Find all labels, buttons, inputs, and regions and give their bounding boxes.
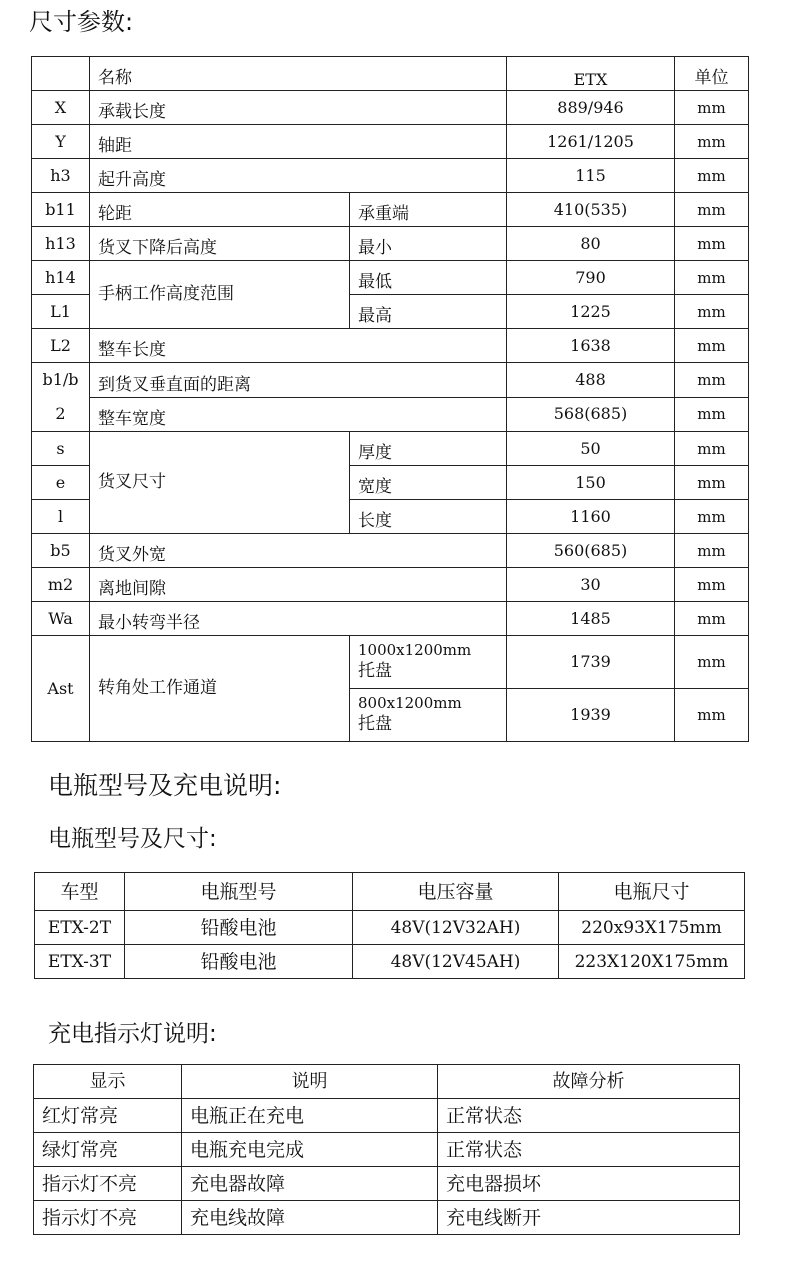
- symbol-cell: Ast: [32, 636, 90, 742]
- pallet-size: 1000x1200mm: [358, 641, 472, 659]
- battery-type-cell: 铅酸电池: [125, 945, 353, 979]
- pallet-label: 托盘: [358, 714, 392, 734]
- battery-charging-heading: 电瓶型号及充电说明:: [48, 771, 282, 800]
- table-row: [32, 363, 749, 398]
- sub-cell: 长度: [350, 500, 507, 534]
- table-row: [32, 636, 749, 689]
- value-cell: 115: [507, 159, 675, 193]
- unit-cell: mm: [675, 159, 749, 193]
- table-header-row: [35, 873, 745, 911]
- table-row: [32, 125, 749, 159]
- description-cell: 充电器故障: [182, 1167, 438, 1201]
- header-capacity-cell: 电压容量: [353, 873, 559, 911]
- table-header-row: [34, 1065, 740, 1099]
- name-cell: 轴距: [90, 125, 507, 159]
- sub-cell: 最低: [350, 261, 507, 295]
- size-cell: 223X120X175mm: [559, 945, 745, 979]
- unit-cell: mm: [675, 227, 749, 261]
- name-cell: 货叉外宽: [90, 534, 507, 568]
- table-row: [35, 911, 745, 945]
- description-cell: 电瓶充电完成: [182, 1133, 438, 1167]
- symbol-cell: X: [32, 91, 90, 125]
- name-cell: 承载长度: [90, 91, 507, 125]
- unit-cell: mm: [675, 602, 749, 636]
- symbol-cell: h3: [32, 159, 90, 193]
- unit-cell: mm: [675, 689, 749, 742]
- value-cell: 410(535): [507, 193, 675, 227]
- name-cell: 整车宽度: [90, 397, 507, 432]
- description-cell: 充电线故障: [182, 1201, 438, 1235]
- value-cell: 790: [507, 261, 675, 295]
- unit-cell: mm: [675, 363, 749, 398]
- unit-cell: mm: [675, 636, 749, 689]
- unit-cell: mm: [675, 329, 749, 363]
- name-cell: 货叉尺寸: [90, 432, 350, 534]
- pallet-size: 800x1200mm: [358, 694, 462, 712]
- analysis-cell: 正常状态: [438, 1133, 740, 1167]
- header-symbol-cell: [32, 57, 90, 91]
- unit-cell: mm: [675, 568, 749, 602]
- table-row: [32, 397, 749, 432]
- name-cell: 手柄工作高度范围: [90, 261, 350, 329]
- table-row: [32, 91, 749, 125]
- unit-cell: mm: [675, 500, 749, 534]
- table-row: [34, 1099, 740, 1133]
- table-row: [34, 1201, 740, 1235]
- sub-cell: 宽度: [350, 466, 507, 500]
- unit-cell: mm: [675, 193, 749, 227]
- name-cell: 起升高度: [90, 159, 507, 193]
- table-row: [34, 1133, 740, 1167]
- value-cell: 30: [507, 568, 675, 602]
- display-cell: 绿灯常亮: [34, 1133, 182, 1167]
- header-name-cell: 名称: [90, 57, 507, 91]
- unit-cell: mm: [675, 261, 749, 295]
- table-row: [32, 159, 749, 193]
- unit-cell: mm: [675, 125, 749, 159]
- symbol-cell: L2: [32, 329, 90, 363]
- dimensions-table: [31, 56, 749, 742]
- sub-cell: [350, 689, 507, 742]
- table-row: [32, 261, 749, 295]
- description-cell: 电瓶正在充电: [182, 1099, 438, 1133]
- pallet-label: 托盘: [358, 661, 392, 681]
- symbol-cell: m2: [32, 568, 90, 602]
- battery-table: [34, 872, 745, 979]
- sub-cell: 厚度: [350, 432, 507, 466]
- indicator-heading: 充电指示灯说明:: [48, 1021, 217, 1047]
- battery-model-heading: 电瓶型号及尺寸:: [48, 826, 217, 852]
- capacity-cell: 48V(12V45AH): [353, 945, 559, 979]
- name-cell: 最小转弯半径: [90, 602, 507, 636]
- sub-cell: 承重端: [350, 193, 507, 227]
- table-row: [32, 534, 749, 568]
- value-cell: 568(685): [507, 397, 675, 432]
- header-description-cell: 说明: [182, 1065, 438, 1099]
- value-cell: 1739: [507, 636, 675, 689]
- value-cell: 1160: [507, 500, 675, 534]
- value-cell: 488: [507, 363, 675, 398]
- unit-cell: mm: [675, 534, 749, 568]
- model-cell: ETX-2T: [35, 911, 125, 945]
- value-cell: 1225: [507, 295, 675, 329]
- symbol-cell: L1: [32, 295, 90, 329]
- symbol-cell: b11: [32, 193, 90, 227]
- table-row: [35, 945, 745, 979]
- symbol-cell: e: [32, 466, 90, 500]
- sub-cell: 最高: [350, 295, 507, 329]
- unit-cell: mm: [675, 91, 749, 125]
- analysis-cell: 正常状态: [438, 1099, 740, 1133]
- symbol-cell: s: [32, 432, 90, 466]
- header-model-cell: ETX: [507, 57, 675, 91]
- value-cell: 80: [507, 227, 675, 261]
- symbol-cell: l: [32, 500, 90, 534]
- header-battery-type-cell: 电瓶型号: [125, 873, 353, 911]
- unit-cell: mm: [675, 397, 749, 432]
- capacity-cell: 48V(12V32AH): [353, 911, 559, 945]
- symbol-cell: h14: [32, 261, 90, 295]
- table-row: [32, 329, 749, 363]
- unit-cell: mm: [675, 432, 749, 466]
- table-row: [32, 193, 749, 227]
- sub-cell: 最小: [350, 227, 507, 261]
- header-unit-cell: 单位: [675, 57, 749, 91]
- symbol-cell: Y: [32, 125, 90, 159]
- unit-cell: mm: [675, 466, 749, 500]
- analysis-cell: 充电器损坏: [438, 1167, 740, 1201]
- header-model-cell: 车型: [35, 873, 125, 911]
- display-cell: 红灯常亮: [34, 1099, 182, 1133]
- symbol-cell: h13: [32, 227, 90, 261]
- unit-cell: mm: [675, 295, 749, 329]
- name-cell: 货叉下降后高度: [90, 227, 350, 261]
- name-cell: 离地间隙: [90, 568, 507, 602]
- name-cell: 转角处工作通道: [90, 636, 350, 742]
- table-row: [32, 432, 749, 466]
- value-cell: 1939: [507, 689, 675, 742]
- symbol-cell: b5: [32, 534, 90, 568]
- symbol-line: b1/b: [42, 370, 79, 389]
- value-cell: 1261/1205: [507, 125, 675, 159]
- sub-cell: [350, 636, 507, 689]
- indicator-table: [33, 1064, 740, 1235]
- table-row: [32, 227, 749, 261]
- display-cell: 指示灯不亮: [34, 1201, 182, 1235]
- table-row: [32, 568, 749, 602]
- header-display-cell: 显示: [34, 1065, 182, 1099]
- name-cell: 到货叉垂直面的距离: [90, 363, 507, 398]
- value-cell: 889/946: [507, 91, 675, 125]
- value-cell: 1638: [507, 329, 675, 363]
- header-size-cell: 电瓶尺寸: [559, 873, 745, 911]
- header-analysis-cell: 故障分析: [438, 1065, 740, 1099]
- dimensions-heading: 尺寸参数:: [29, 8, 134, 36]
- name-cell: 轮距: [90, 193, 350, 227]
- value-cell: 1485: [507, 602, 675, 636]
- table-row: [32, 602, 749, 636]
- size-cell: 220x93X175mm: [559, 911, 745, 945]
- value-cell: 150: [507, 466, 675, 500]
- display-cell: 指示灯不亮: [34, 1167, 182, 1201]
- model-cell: ETX-3T: [35, 945, 125, 979]
- symbol-cell: [32, 363, 90, 432]
- symbol-cell: Wa: [32, 602, 90, 636]
- name-cell: 整车长度: [90, 329, 507, 363]
- value-cell: 560(685): [507, 534, 675, 568]
- table-row: [34, 1167, 740, 1201]
- table-header-row: [32, 57, 749, 91]
- battery-type-cell: 铅酸电池: [125, 911, 353, 945]
- analysis-cell: 充电线断开: [438, 1201, 740, 1235]
- value-cell: 50: [507, 432, 675, 466]
- symbol-line: 2: [55, 404, 66, 423]
